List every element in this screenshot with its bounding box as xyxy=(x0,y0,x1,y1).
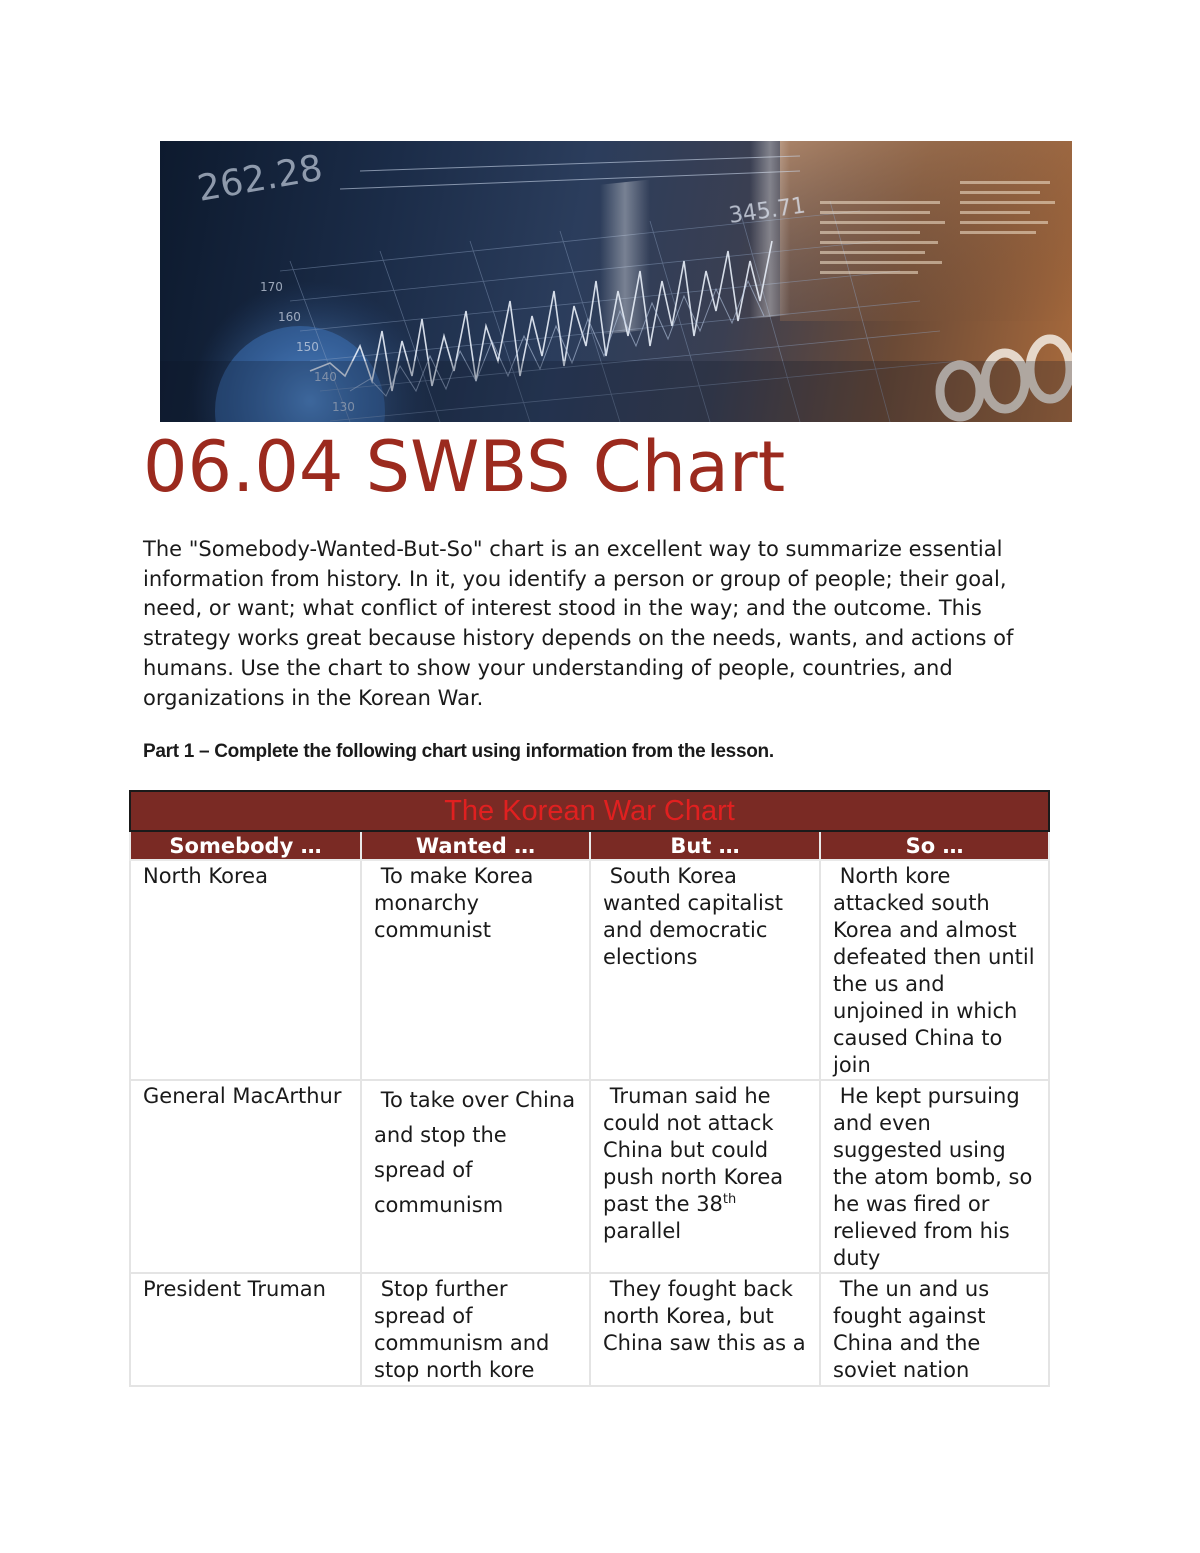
cell-text: parallel xyxy=(603,1192,743,1243)
svg-text:150: 150 xyxy=(296,340,319,354)
header-so: So … xyxy=(820,831,1049,860)
intro-paragraph: The "Somebody-Wanted-But-So" chart is an excellent way to summarize essential information from history. In it, you identify a person or group of people; their goal, need, or want; what conflict of interest stood in the way; and the outcome. This strategy works great because history depends on the needs, wants, and actions of humans. Use the chart to show your understanding of people, countries, and organizations in the Korean War. xyxy=(143,537,1014,710)
table-caption: The Korean War Chart xyxy=(130,791,1049,831)
cell-text: The un and us fought against China and the soviet nation xyxy=(833,1277,996,1382)
cell-text: South Korea wanted capitalist and democratic elections xyxy=(603,864,790,969)
svg-text:170: 170 xyxy=(260,280,283,294)
cell-but[interactable] xyxy=(590,1273,820,1386)
banner-image xyxy=(160,141,1072,422)
cell-but[interactable] xyxy=(590,1080,820,1273)
table-caption-row xyxy=(130,791,1049,831)
cell-so[interactable] xyxy=(820,1080,1049,1273)
header-but: But … xyxy=(590,831,820,860)
cell-so[interactable] xyxy=(820,1273,1049,1386)
header-wanted: Wanted … xyxy=(361,831,590,860)
table-row xyxy=(130,1273,1049,1386)
svg-text:262.28: 262.28 xyxy=(194,147,326,210)
svg-text:345.71: 345.71 xyxy=(727,193,808,229)
svg-text:140: 140 xyxy=(314,370,337,384)
table-header-row xyxy=(130,831,1049,860)
cell-text: Stop further spread of communism and stop north kore xyxy=(374,1277,557,1382)
cell-text: They fought back north Korea, but China saw this as a xyxy=(603,1277,806,1355)
svg-text:130: 130 xyxy=(332,400,355,414)
cell-text: North Korea xyxy=(143,864,268,888)
table-row xyxy=(130,1080,1049,1273)
cell-but[interactable] xyxy=(590,860,820,1080)
cell-somebody[interactable] xyxy=(130,1273,361,1386)
cell-wanted[interactable] xyxy=(361,1273,590,1386)
cell-text: Truman said he could not attack China but could push north Korea past the 38 xyxy=(603,1084,790,1216)
cell-text: General MacArthur xyxy=(143,1084,342,1108)
banner-graphic xyxy=(160,141,1072,422)
cell-somebody[interactable] xyxy=(130,860,361,1080)
swbs-table xyxy=(129,790,1050,1387)
cell-text: To make Korea monarchy communist xyxy=(374,864,541,942)
cell-text: President Truman xyxy=(143,1277,326,1301)
svg-text:160: 160 xyxy=(278,310,301,324)
page-title: 06.04 SWBS Chart xyxy=(143,426,786,508)
cell-wanted[interactable] xyxy=(361,1080,590,1273)
cell-text: North kore attacked south Korea and almost defeated then until the us and unjoined in which caused China to join xyxy=(833,864,1042,1077)
cell-text: He kept pursuing and even suggested using the atom bomb, so he was fired or relieved from his duty xyxy=(833,1084,1040,1270)
part1-instruction: Part 1 – Complete the following chart using information from the lesson. xyxy=(143,741,774,762)
cell-so[interactable] xyxy=(820,860,1049,1080)
cell-wanted[interactable] xyxy=(361,860,590,1080)
cell-text: To take over China and stop the spread of communism xyxy=(374,1088,582,1217)
table-row xyxy=(130,860,1049,1080)
cell-somebody[interactable] xyxy=(130,1080,361,1273)
superscript-th: th xyxy=(722,1192,737,1207)
header-somebody: Somebody … xyxy=(130,831,361,860)
